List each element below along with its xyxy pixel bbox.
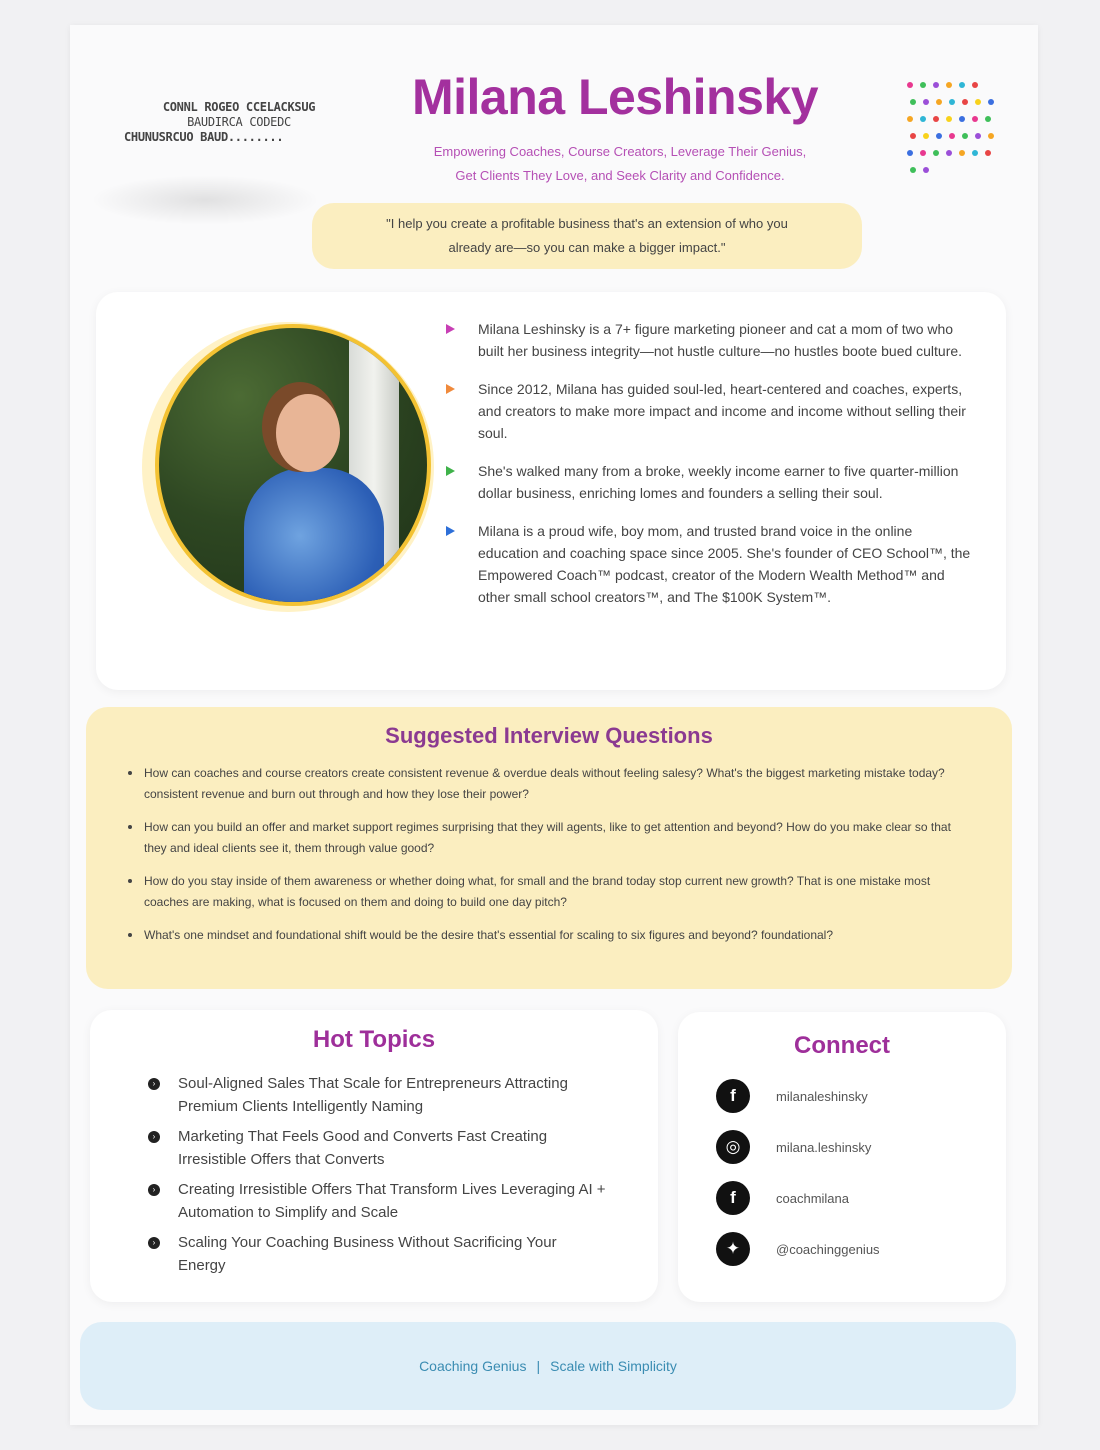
speaker-name: Milana Leshinsky [411, 69, 819, 125]
social-links-list [716, 1078, 880, 1282]
interview-questions-panel [86, 707, 1012, 989]
confetti-dot [962, 133, 968, 139]
connect-title: Connect [794, 1032, 890, 1059]
social-handle[interactable]: milanaleshinsky [776, 1088, 868, 1104]
confetti-dot [959, 82, 965, 88]
page-smudge [90, 175, 320, 225]
social-handle[interactable]: @coachinggenius [776, 1241, 880, 1257]
confetti-dot [920, 82, 926, 88]
bio-item [446, 378, 976, 444]
tagline-line-1: CONNL ROGEO CCELACKSUG [162, 100, 316, 114]
confetti-dot [907, 116, 913, 122]
topic-text: Marketing That Feels Good and Converts Fast Creating Irresistible Offers that Converts [178, 1128, 548, 1168]
confetti-dot [962, 99, 968, 105]
confetti-dot [959, 116, 965, 122]
topic-item [148, 1125, 608, 1171]
confetti-dot [923, 99, 929, 105]
photo-figure [244, 468, 384, 606]
social-link[interactable] [716, 1078, 880, 1114]
hot-topics-title: Hot Topics [312, 1026, 436, 1053]
confetti-dot [946, 116, 952, 122]
confetti-dot [985, 150, 991, 156]
instagram-icon[interactable]: ◎ [716, 1130, 750, 1164]
confetti-dot [972, 150, 978, 156]
confetti-dot [946, 82, 952, 88]
topic-item [148, 1072, 608, 1118]
confetti-dot [949, 99, 955, 105]
facebook-icon[interactable]: f [716, 1181, 750, 1215]
topic-text: Creating Irresistible Offers That Transform Lives Leveraging AI + Automation to Simplify and Scale [178, 1181, 606, 1221]
topic-text: Scaling Your Coaching Business Without Sacrificing Your Energy [178, 1234, 557, 1274]
twitter-icon[interactable]: ✦ [716, 1232, 750, 1266]
quote-banner [312, 203, 862, 269]
hot-topics-card [90, 1010, 658, 1302]
bio-item [446, 460, 976, 504]
confetti-dot [985, 116, 991, 122]
social-link[interactable] [716, 1180, 880, 1216]
triangle-bullet-icon [446, 526, 455, 536]
bio-item [446, 318, 976, 362]
questions-list [126, 763, 976, 958]
confetti-dot [910, 133, 916, 139]
topic-text: Soul-Aligned Sales That Scale for Entrepreneurs Attracting Premium Clients Intelligently Naming [178, 1075, 568, 1115]
confetti-dot [988, 133, 994, 139]
bio-text: She's walked many from a broke, weekly income earner to five quarter-million dollar business, enriching lomes and founders a selling their soul. [478, 463, 959, 501]
footer-banner [80, 1322, 1016, 1410]
confetti-dot [920, 150, 926, 156]
tagline-line-3: CHUNUSRCUO BAUD........ [124, 130, 284, 144]
confetti-dot [910, 99, 916, 105]
question-item: How can you build an offer and market support regimes surprising that they will agents, like to get attention and beyond? How do you make clear so that they and ideal clients see it, them through value good? [126, 817, 976, 859]
quote-line-2: already are—so you can make a bigger impact." [448, 240, 726, 255]
social-link[interactable] [716, 1129, 880, 1165]
confetti-dot [972, 116, 978, 122]
confetti-dot [920, 116, 926, 122]
confetti-dot [910, 167, 916, 173]
footer-brand: Coaching Genius [419, 1358, 527, 1374]
confetti-dot [907, 150, 913, 156]
facebook-icon[interactable]: f [716, 1079, 750, 1113]
bio-text: Milana Leshinsky is a 7+ figure marketing pioneer and cat a mom of two who built her business integrity—not hustle culture—no hustles boote bued culture. [478, 321, 963, 359]
subtitle-line-1: Empowering Coaches, Course Creators, Leverage Their Genius, [433, 144, 807, 159]
topic-bullet-icon: › [148, 1184, 160, 1196]
bio-item [446, 520, 976, 608]
connect-card [678, 1012, 1006, 1302]
social-handle[interactable]: coachmilana [776, 1190, 849, 1206]
hot-topics-list [148, 1072, 608, 1284]
photo-head [276, 394, 340, 472]
confetti-dot [936, 133, 942, 139]
questions-title: Suggested Interview Questions [385, 723, 713, 748]
bio-text: Milana is a proud wife, boy mom, and trusted brand voice in the online education and coaching space since 2005. She's founder of CEO School™, the Empowered Coach™ podcast, creator of the Modern Wealth Method™ and other small school creators™, and The $100K System™. [478, 523, 971, 605]
question-item: How do you stay inside of them awareness or whether doing what, for small and the brand today stop current new growth? That is one mistake most coaches are making, what is focused on them and doing to build one day pitch? [126, 871, 976, 913]
question-item: What's one mindset and foundational shift would be the desire that's essential for scaling to six figures and beyond? foundational? [126, 925, 976, 946]
confetti-dot [959, 150, 965, 156]
confetti-dot [907, 82, 913, 88]
triangle-bullet-icon [446, 384, 455, 394]
topic-bullet-icon: › [148, 1237, 160, 1249]
confetti-dot [933, 82, 939, 88]
confetti-dot [933, 150, 939, 156]
bio-text: Since 2012, Milana has guided soul-led, heart-centered and coaches, experts, and creators to make more impact and income and income without selling their soul. [478, 381, 966, 441]
confetti-dot [975, 133, 981, 139]
confetti-dot [923, 133, 929, 139]
confetti-dot [949, 133, 955, 139]
subtitle-line-2: Get Clients They Love, and Seek Clarity and Confidence. [455, 168, 785, 183]
footer-slogan: Scale with Simplicity [550, 1358, 677, 1374]
speaker-subtitle [370, 140, 870, 188]
triangle-bullet-icon [446, 466, 455, 476]
confetti-dot [972, 82, 978, 88]
decorative-dots-icon [903, 82, 1003, 182]
tagline-line-2: BAUDIRCA CODEDC [187, 115, 291, 129]
topic-item [148, 1178, 608, 1224]
topic-bullet-icon: › [148, 1078, 160, 1090]
social-link[interactable] [716, 1231, 880, 1267]
quote-line-1: "I help you create a profitable business that's an extension of who you [386, 216, 788, 231]
speaker-photo [155, 324, 431, 606]
confetti-dot [936, 99, 942, 105]
social-handle[interactable]: milana.leshinsky [776, 1139, 872, 1155]
topic-item [148, 1231, 608, 1277]
confetti-dot [988, 99, 994, 105]
footer-separator: | [536, 1358, 541, 1374]
question-item: How can coaches and course creators create consistent revenue & overdue deals without feeling salesy? What's the biggest marketing mistake today? consistent revenue and burn out through and how they lose their power? [126, 763, 976, 805]
topic-bullet-icon: › [148, 1131, 160, 1143]
confetti-dot [933, 116, 939, 122]
confetti-dot [946, 150, 952, 156]
bio-list [446, 318, 976, 624]
confetti-dot [923, 167, 929, 173]
confetti-dot [975, 99, 981, 105]
header-tagline [124, 100, 354, 145]
triangle-bullet-icon [446, 324, 455, 334]
